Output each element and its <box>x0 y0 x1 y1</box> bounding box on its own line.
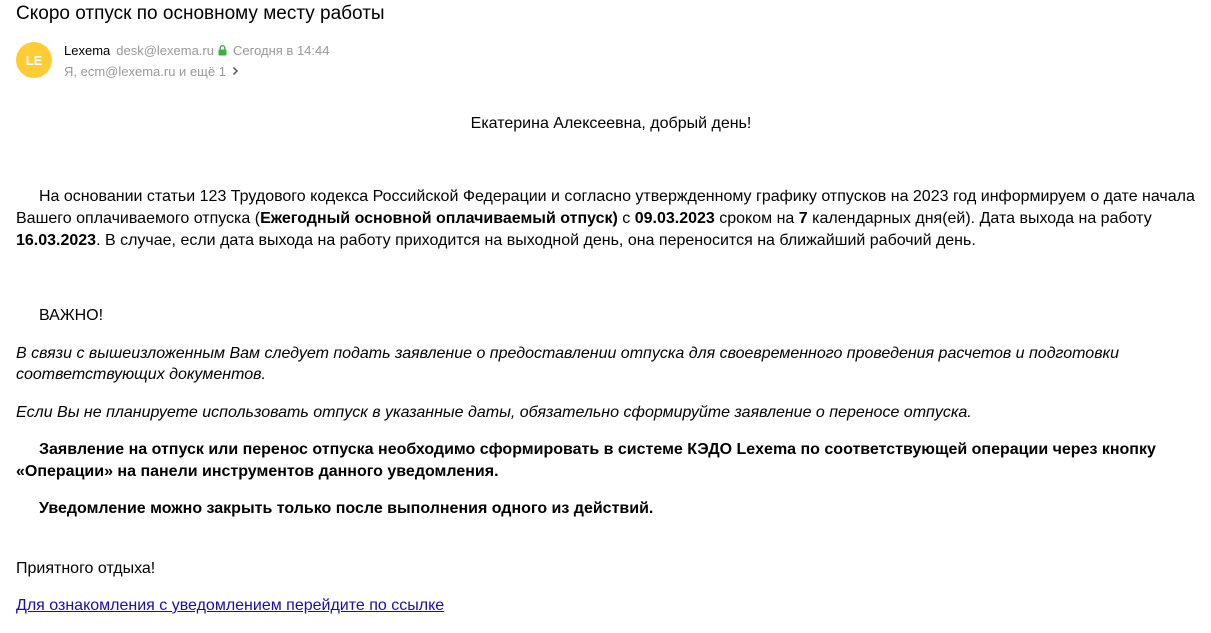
sender-avatar[interactable]: LE <box>16 42 52 78</box>
p1-text-d: календарных дня(ей). Дата выхода на работу <box>807 210 1152 227</box>
email-subject: Скоро отпуск по основному месту работы <box>16 3 385 24</box>
start-date: 09.03.2023 <box>634 210 715 227</box>
italic-note-2: Если Вы не планируете использовать отпуск в указанные даты, обязательно сформируйте заявление о переносе отпуска. <box>16 404 972 421</box>
p1-text-b: с <box>617 210 635 227</box>
email-date: Сегодня в 14:44 <box>233 43 330 58</box>
bold-instruction: Заявление на отпуск или перенос отпуска необходимо сформировать в системе КЭДО Lexema по соответствующей операции через кнопку «Операции» на панели инструментов данного уведомления. <box>16 441 1156 480</box>
days-count: 7 <box>798 210 808 227</box>
p1-text-e: . В случае, если дата выхода на работу приходится на выходной день, она переносится на ближайший рабочий день. <box>96 232 976 249</box>
notification-link[interactable]: Для ознакомления с уведомлением перейдите по ссылке <box>16 597 445 614</box>
sender-email[interactable]: desk@lexema.ru <box>116 43 214 58</box>
bold-notice: Уведомление можно закрыть только после выполнения одного из действий. <box>39 500 654 517</box>
leave-type: Ежегодный основной оплачиваемый отпуск) <box>260 210 618 227</box>
important-heading: ВАЖНО! <box>39 307 104 324</box>
p1-text-c: сроком на <box>714 210 799 227</box>
lock-icon <box>218 44 227 59</box>
chevron-right-icon[interactable] <box>232 64 239 79</box>
closing-text: Приятного отдыха! <box>16 560 156 577</box>
sender-line <box>64 43 329 59</box>
return-date: 16.03.2023 <box>16 232 97 249</box>
recipients[interactable]: Я, ecm@lexema.ru и ещё 1 <box>64 64 226 79</box>
recipients-line[interactable] <box>64 64 239 79</box>
paragraph-info <box>16 186 1211 252</box>
italic-note-1: В связи с вышеизложенным Вам следует подать заявление о предоставлении отпуска для своевременного проведения расчетов и подготовки соответствующих документов. <box>16 345 1120 383</box>
sender-name[interactable]: Lexema <box>64 43 111 58</box>
greeting: Екатерина Алексеевна, добрый день! <box>470 115 752 132</box>
p1-text-a: На основании статьи 123 Трудового кодекса Российской Федерации и согласно утвержденному графику отпусков на 2023 год информируем о дате начала Вашего оплачиваемого отпуска ( <box>16 188 1195 227</box>
